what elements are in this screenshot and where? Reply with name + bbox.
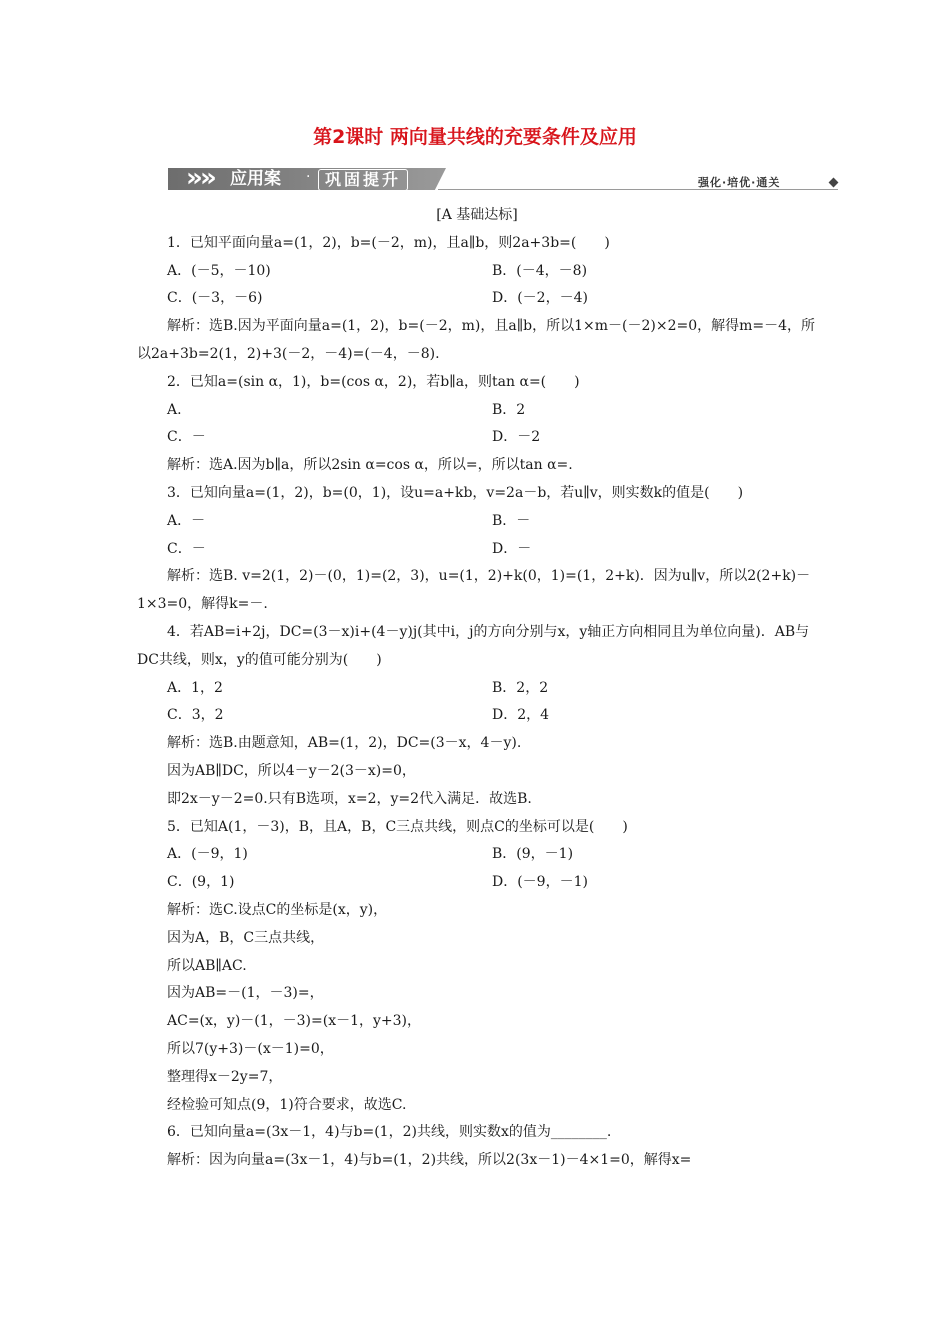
option-row bbox=[137, 397, 817, 425]
option-item: A．(－5，－10) bbox=[167, 262, 271, 279]
option-item: C．3，2 bbox=[167, 707, 224, 724]
option-row bbox=[137, 869, 817, 897]
text-line: 解析：因为向量a=(3x－1，4)与b=(1，2)共线，所以2(3x－1)－4×1=0，解得x= bbox=[167, 1152, 692, 1169]
text-line: 1．已知平面向量a=(1，2)，b=(－2，m)，且a∥b，则2a+3b=( ) bbox=[167, 234, 610, 251]
text-line: 4．若AB=i+2j，DC=(3－x)i+(4－y)j(其中i，j的方向分别与x，y轴正方向相同且为单位向量)．AB与DC共线，则x，y的值可能分别为( ) bbox=[137, 623, 810, 668]
option-row bbox=[137, 702, 817, 730]
option-item: B．(9，－1) bbox=[492, 846, 574, 863]
option-item: B．－ bbox=[492, 512, 531, 529]
section-heading: [A 基础达标] bbox=[436, 207, 518, 223]
text-line: AC=(x，y)－(1，－3)=(x－1，y+3)， bbox=[167, 1013, 422, 1030]
option-item: A．1，2 bbox=[167, 679, 223, 696]
chevron-right-icon: » bbox=[186, 163, 203, 193]
text-line: 所以7(y+3)－(x－1)=0， bbox=[167, 1040, 334, 1057]
text-line: 因为AB∥DC，所以4－y－2(3－x)=0， bbox=[167, 762, 416, 779]
option-row bbox=[137, 285, 817, 313]
text-line: 5．已知A(1，－3)，B，且A，B，C三点共线，则点C的坐标可以是( ) bbox=[167, 818, 628, 835]
option-row bbox=[137, 536, 817, 564]
chevron-right-icon: » bbox=[200, 163, 217, 193]
diamond-icon bbox=[829, 178, 839, 188]
banner-label-box: 巩固提升 bbox=[318, 169, 408, 191]
text-line: 3．已知向量a=(1，2)，b=(0，1)，设u=a+kb，v=2a－b，若u∥v，则实数k的值是( ) bbox=[167, 484, 744, 501]
option-item: C．－ bbox=[167, 429, 206, 446]
text-line: 解析：选B.因为平面向量a=(1，2)，b=(－2，m)，且a∥b，所以1×m－(－2)×2=0，解得m=－4，所以2a+3b=2(1，2)+3(－2，－4)=(－4，－8). bbox=[137, 318, 816, 362]
option-item: B．2 bbox=[492, 401, 526, 418]
option-row bbox=[137, 508, 817, 536]
option-item: B．2，2 bbox=[492, 679, 549, 696]
option-item: D．(－2，－4) bbox=[492, 290, 588, 307]
text-line: 解析：选A.因为b∥a，所以2sin α=cos α，所以=，所以tan α=. bbox=[167, 457, 573, 474]
option-item: B．(－4，－8) bbox=[492, 262, 588, 279]
option-row bbox=[137, 424, 817, 452]
option-item: C．(9，1) bbox=[167, 874, 235, 891]
option-row bbox=[137, 258, 817, 286]
text-line: 整理得x－2y=7， bbox=[167, 1068, 283, 1085]
option-item: D．(－9，－1) bbox=[492, 874, 588, 891]
banner-dot: · bbox=[306, 169, 311, 185]
text-line: 解析：选C.设点C的坐标是(x，y)， bbox=[167, 901, 388, 918]
page-title: 第2课时 两向量共线的充要条件及应用 bbox=[313, 126, 637, 148]
option-item: D．2，4 bbox=[492, 707, 550, 724]
text-line: 经检验可知点(9，1)符合要求，故选C. bbox=[167, 1096, 407, 1113]
document-body bbox=[137, 202, 817, 1175]
option-item: C．－ bbox=[167, 540, 206, 557]
text-line: 2．已知a=(sin α，1)，b=(cos α，2)，若b∥a，则tan α=( ) bbox=[167, 373, 580, 390]
text-line: 因为AB=－(1，－3)=， bbox=[167, 985, 324, 1002]
section-banner bbox=[168, 160, 843, 196]
option-item: A．－ bbox=[167, 512, 206, 529]
text-line: 即2x－y－2=0.只有B选项，x=2，y=2代入满足．故选B. bbox=[167, 790, 532, 807]
text-line: 解析：选B. v=2(1，2)－(0，1)=(2，3)，u=(1，2)+k(0，1)=(1，2+k)．因为u∥v，所以2(2+k)－1×3=0，解得k=－. bbox=[137, 568, 811, 613]
option-item: D．－2 bbox=[492, 429, 541, 446]
text-line: 6．已知向量a=(3x－1，4)与b=(1，2)共线，则实数x的值为________. bbox=[167, 1124, 612, 1141]
option-row bbox=[137, 675, 817, 703]
banner-label-main: 应用案 bbox=[230, 169, 281, 189]
option-row bbox=[137, 841, 817, 869]
option-item: D．－ bbox=[492, 540, 532, 557]
banner-tag: 强化·培优·通关 bbox=[698, 176, 781, 189]
text-line: 所以AB∥AC. bbox=[167, 957, 247, 974]
option-item: A．(－9，1) bbox=[167, 846, 248, 863]
text-line: 解析：选B.由题意知，AB=(1，2)，DC=(3－x，4－y). bbox=[167, 735, 522, 752]
option-item: A. bbox=[167, 401, 182, 418]
text-line: 因为A，B，C三点共线， bbox=[167, 929, 325, 946]
option-item: C．(－3，－6) bbox=[167, 290, 263, 307]
